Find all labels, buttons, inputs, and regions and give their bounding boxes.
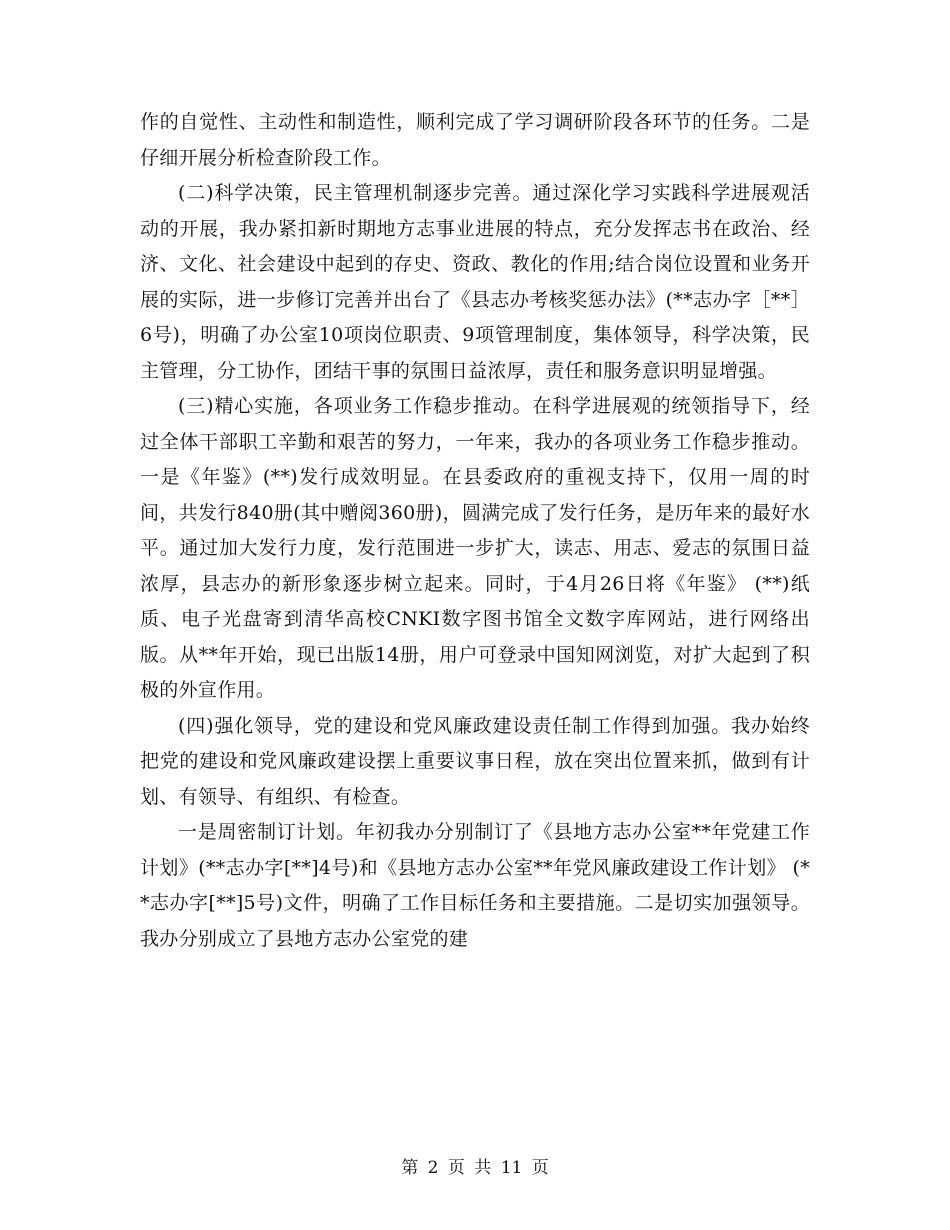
paragraph-decision-making: (二)科学决策，民主管理机制逐步完善。通过深化学习实践科学进展观活动的开展，我办紧扣新时期地方志事业进展的特点，充分发挥志书在政治、经济、文化、社会建设中起到的存史、资政、教化的作用;结合岗位设置和业务开展的实际，进一步修订完善并出台了《县志办考核奖惩办法》(**志办字［**］6号)，明确了办公室10项岗位职责、9项管理制度，集体领导，科学决策，民主管理，分工协作，团结干事的氛围日益浓厚，责任和服务意识明显增强。 [140,182,810,382]
paragraph-party-building: (四)强化领导，党的建设和党风廉政建设责任制工作得到加强。我办始终把党的建设和党风廉政建设摆上重要议事日程，放在突出位置来抓，做到有计划、有领导、有组织、有检查。 [140,714,810,808]
paragraph-planning: 一是周密制订计划。年初我办分别制订了《县地方志办公室**年党建工作计划》(**志办字[**]4号)和《县地方志办公室**年党风廉政建设工作计划》 (**志办字[**]5号)文件，明确了工作目标任务和主要措施。二是切实加强领导。我办分别成立了县地方志办公室党的建 [140,821,810,950]
document-body [140,105,810,957]
page-number-footer: 第 2 页 共 11 页 [401,1158,549,1178]
paragraph-business-work: (三)精心实施，各项业务工作稳步推动。在科学进展观的统领指导下，经过全体干部职工辛勤和艰苦的努力，一年来，我办的各项业务工作稳步推动。一是《年鉴》(**)发行成效明显。在县委政府的重视支持下，仅用一周的时间，共发行840册(其中赠阅360册)，圆满完成了发行任务，是历年来的最好水平。通过加大发行力度，发行范围进一步扩大，读志、用志、爱志的氛围日益浓厚，县志办的新形象逐步树立起来。同时，于4月26日将《年鉴》 (**)纸质、电子光盘寄到清华高校CNKI数字图书馆全文数字库网站，进行网络出版。从**年开始，现已出版14册，用户可登录中国知网浏览，对扩大起到了积极的外宣作用。 [140,395,810,701]
paragraph-continuation: 作的自觉性、主动性和制造性，顺利完成了学习调研阶段各环节的任务。二是仔细开展分析检查阶段工作。 [140,111,810,169]
